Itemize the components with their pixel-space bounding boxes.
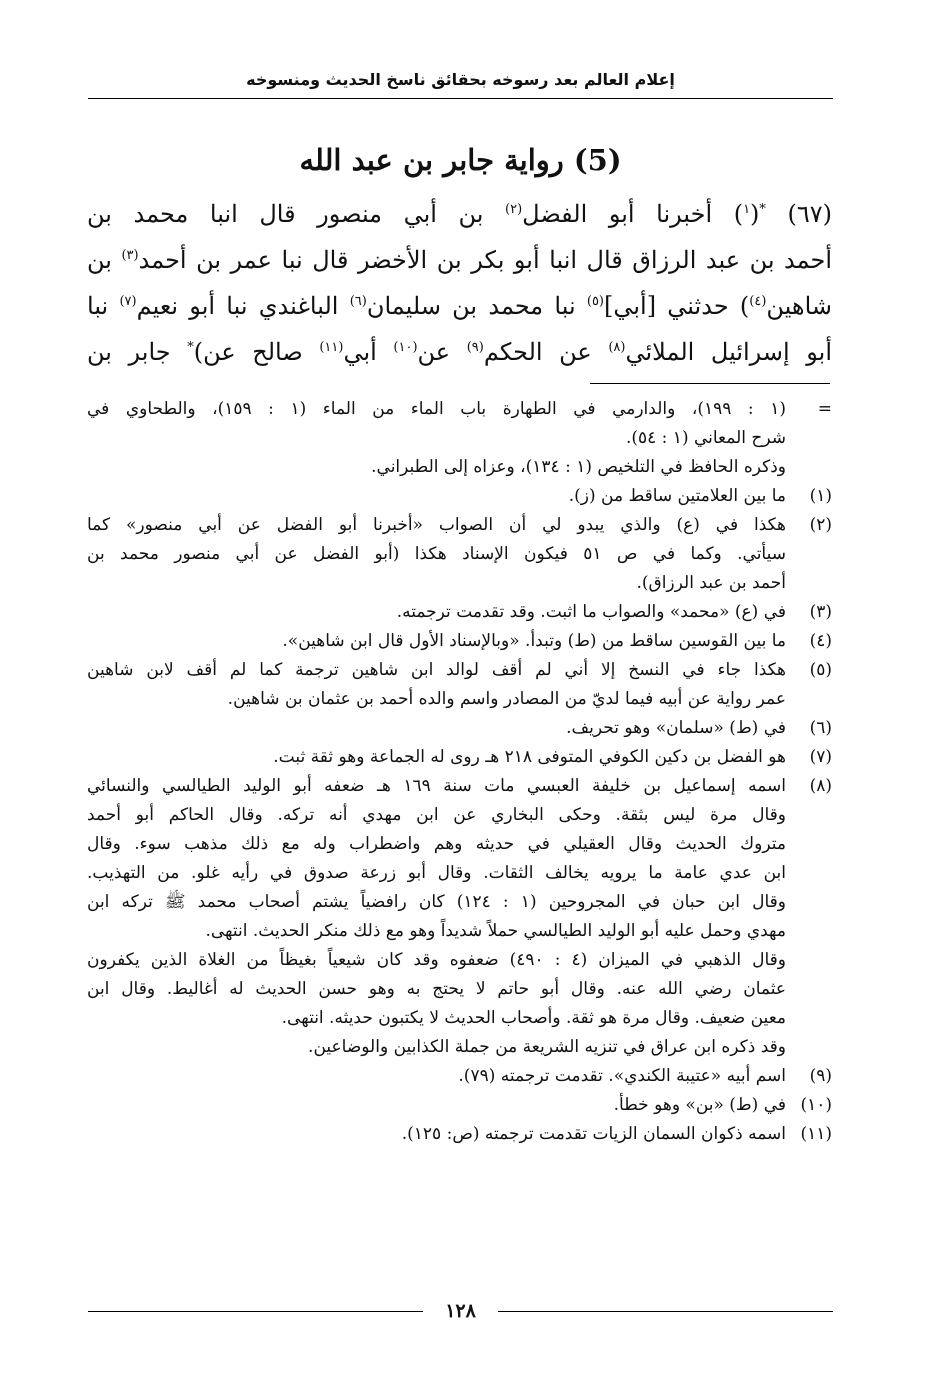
footnote-line: متروك الحديث وقال العقيلي في حديثه وهم واضطراب وله مع ذلك مذهب سوء. وقال	[87, 834, 786, 854]
footnote-ref: (١٠)	[393, 340, 418, 355]
footer-rule-right	[498, 1311, 833, 1312]
footnote-line: ما بين العلامتين ساقط من (ز).	[568, 486, 786, 506]
header-rule	[88, 98, 833, 99]
footnote-11	[87, 1120, 832, 1149]
footnote-line: وقال الذهبي في الميزان (٤ : ٤٩٠) ضعفوه وقد كان شيعياً بغيظاً من الغلاة الذين يكفرون	[87, 950, 786, 970]
footnote-line: اسم أبيه «عتيبة الكندي». تقدمت ترجمته (٧٩).	[458, 1066, 786, 1086]
footnote-line: وذكره الحافظ في التلخيص (١ : ١٣٤)، وعزاه إلى الطبراني.	[371, 457, 786, 477]
footnote-1	[87, 482, 832, 511]
footnote-6	[87, 714, 832, 743]
text-run: أبو إسرائيل الملائي	[625, 338, 833, 366]
footnote-2	[87, 511, 832, 598]
footnote-number: (٤)	[809, 631, 832, 651]
footnote-ref: (٥)	[586, 294, 604, 309]
footnote-body	[87, 656, 786, 714]
footnote-body	[87, 772, 786, 1062]
running-header-title: إعلام العالم بعد رسوخه بحقائق ناسخ الحديث ومنسوخه	[246, 70, 675, 89]
footnote-line: اسمه إسماعيل بن خليفة العبسي مات سنة ١٦٩ هـ ضعفه أبو الوليد الطيالسي والنسائي	[87, 776, 786, 796]
footnote-4	[87, 627, 832, 656]
footnote-line: ابن عدي عامة ما يرويه يخالف الثقات. وقال أبو زرعة صدوق في رأيه غلو. من التهذيب.	[87, 863, 786, 883]
footnote-number: =	[817, 399, 832, 419]
footnote-number: (١)	[809, 486, 832, 506]
footnote-ref: (٣)	[121, 248, 139, 263]
footnote-body	[87, 395, 786, 482]
footnote-ref: (٦)	[349, 294, 367, 309]
footnote-continuation	[87, 395, 832, 482]
text-run: جابر بن	[87, 338, 188, 366]
footnote-line: معين ضعيف. وقال مرة هو ثقة. وأصحاب الحديث لا يكتبون حديثه. انتهى.	[281, 1008, 786, 1028]
footnote-line: وقد ذكره ابن عراق في تنزيه الشريعة من جملة الكذابين والوضاعين.	[308, 1037, 786, 1057]
footnote-number: (٢)	[809, 515, 832, 535]
footnote-line: (١ : ١٩٩)، والدارمي في الطهارة باب الماء من الماء (١ : ١٥٩)، والطحاوي في	[87, 399, 786, 419]
footnote-line: مهدي وحمل عليه أبو الوليد الطيالسي حملاً شديداً وهو مع ذلك منكر الحديث. انتهى.	[205, 921, 786, 941]
footnote-separator	[590, 383, 830, 384]
asterisk-mark: *	[187, 340, 194, 355]
footnote-3	[87, 598, 832, 627]
footnote-number: (١١)	[800, 1124, 832, 1144]
footnote-body	[87, 743, 786, 772]
text-run: أبي	[343, 338, 394, 366]
footnote-number: (٥)	[809, 660, 832, 680]
footnote-ref: (٨)	[608, 340, 626, 355]
footnote-ref: (١١)	[319, 340, 344, 355]
footnote-number: (٧)	[809, 747, 832, 767]
footnote-number: (٣)	[809, 602, 832, 622]
footer-rule-left	[88, 1311, 423, 1312]
footnote-body	[87, 1091, 786, 1120]
footnote-body	[87, 511, 786, 598]
footnote-ref: (٧)	[119, 294, 137, 309]
footnote-8	[87, 772, 832, 1062]
footnote-10	[87, 1091, 832, 1120]
text-run: بن أبي منصور قال انبا محمد بن	[87, 200, 506, 228]
footnote-line: في (ط) «بن» وهو خطأ.	[613, 1095, 786, 1115]
footnote-line: هو الفضل بن دكين الكوفي المتوفى ٢١٨ هـ روى له الجماعة وهو ثقة ثبت.	[273, 747, 786, 767]
footnote-line: وقال مرة ليس بثقة. وحكى البخاري عن ابن مهدي أنه تركه. وقال الحاكم أبو أحمد	[87, 805, 786, 825]
text-run: الباغندي نبا أبو نعيم	[136, 292, 350, 320]
text-run: ) أخبرنا أبو الفضل	[522, 200, 744, 228]
hadith-number: (٦٧)	[765, 200, 833, 228]
footnote-line: اسمه ذكوان السمان الزيات تقدمت ترجمته (ص: ١٢٥).	[401, 1124, 786, 1144]
footnote-ref: ١	[743, 202, 751, 217]
text-run: ) حدثني [أبي]	[604, 292, 750, 320]
footnote-body	[87, 1120, 786, 1149]
text-run: شاهين	[766, 292, 832, 320]
footnote-line: في (ط) «سلمان» وهو تحريف.	[566, 718, 786, 738]
footnote-line: شرح المعاني (١ : ٥٤).	[625, 428, 786, 448]
footnote-ref: (٩)	[466, 340, 484, 355]
text-run: نبا	[87, 292, 120, 320]
text-run: بن	[87, 246, 122, 274]
footnote-9	[87, 1062, 832, 1091]
main-line-2	[87, 237, 832, 283]
footnotes	[87, 395, 832, 1149]
footnote-ref: (٤)	[749, 294, 767, 309]
footnote-ref: (٢)	[505, 202, 523, 217]
footnote-line: عمر رواية عن أبيه فيما لديّ من المصادر واسم والده أحمد بن عثمان بن شاهين.	[227, 689, 786, 709]
footnote-5	[87, 656, 832, 714]
text-run: صالح عن)	[193, 338, 320, 366]
main-line-1	[87, 191, 832, 237]
page-footer	[88, 1298, 833, 1324]
page-number: ١٢٨	[445, 1300, 476, 1322]
footnote-line: في (ع) «محمد» والصواب ما اثبت. وقد تقدمت ترجمته.	[396, 602, 786, 622]
main-line-4	[87, 329, 832, 375]
footnote-number: (١٠)	[800, 1095, 832, 1115]
text-run: عن	[417, 338, 467, 366]
footnote-line: هكذا جاء في النسخ إلا أني لم أقف لوالد ابن شاهين ترجمة كما لم أقف لابن شاهين	[87, 660, 786, 680]
footnote-number: (٩)	[809, 1066, 832, 1086]
footnote-number: (٨)	[809, 776, 832, 796]
text-run: نبا محمد بن سليمان	[366, 292, 587, 320]
footnote-line: سيأتي. وكما في ص ٥١ فيكون الإسناد هكذا (أبو الفضل عن أبي منصور محمد بن	[87, 544, 786, 564]
footnote-line: هكذا في (ع) والذي يبدو لي أن الصواب «أخبرنا أبو الفضل عن أبي منصور» كما	[87, 515, 786, 535]
footnote-body	[87, 627, 786, 656]
footnote-number: (٦)	[809, 718, 832, 738]
footnote-7	[87, 743, 832, 772]
section-title: (5) رواية جابر بن عبد الله	[299, 143, 622, 177]
text-run: أحمد بن عبد الرزاق قال انبا أبو بكر بن الأخضر قال نبا عمر بن أحمد	[138, 246, 833, 274]
main-text	[87, 191, 832, 375]
footnote-body	[87, 598, 786, 627]
main-line-3	[87, 283, 832, 329]
footnote-line: ما بين القوسين ساقط من (ط) وتبدأ. «وبالإسناد الأول قال ابن شاهين».	[282, 631, 786, 651]
footnote-body	[87, 1062, 786, 1091]
footnote-body	[87, 714, 786, 743]
footnote-line: عثمان رضي الله عنه. وقال أبو حاتم لا يحتج به وهو حسن الحديث له أغاليط. وقال ابن	[87, 979, 786, 999]
footnote-line: أحمد بن عبد الرزاق).	[636, 573, 786, 593]
text-run: (	[750, 200, 760, 228]
text-run: عن الحكم	[483, 338, 609, 366]
footnote-body	[87, 482, 786, 511]
footnote-line: وقال ابن حبان في المجروحين (١ : ١٢٤) كان رافضياً يشتم أصحاب محمد ﷺ تركه ابن	[87, 892, 787, 912]
asterisk-mark: *	[759, 202, 766, 217]
